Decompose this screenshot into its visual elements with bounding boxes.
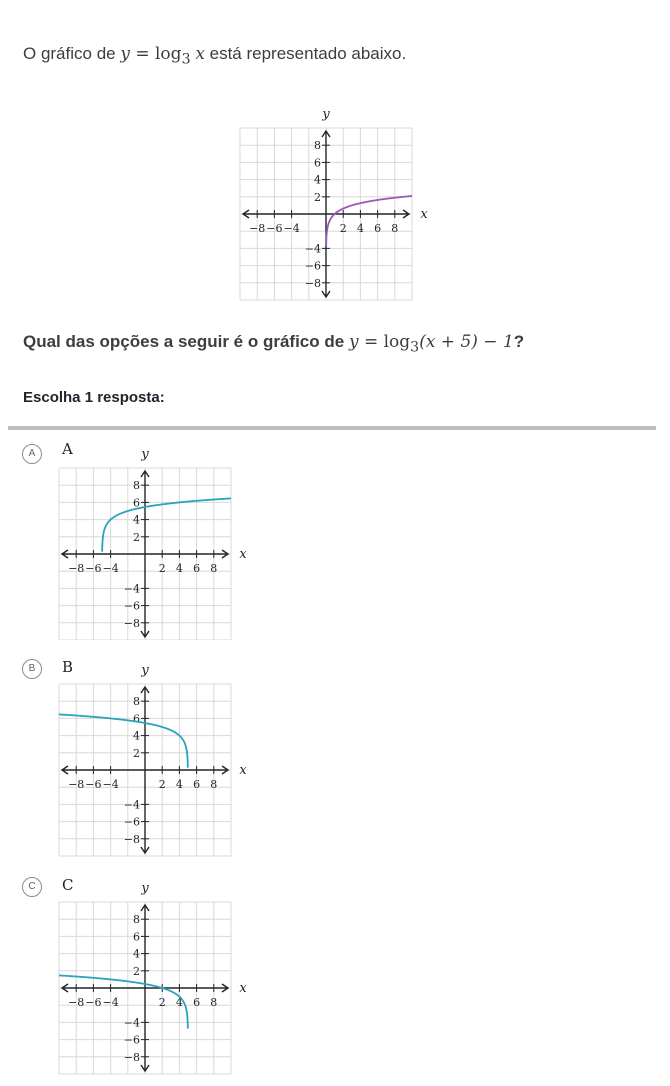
question-arg: (x + 5) − 1 bbox=[419, 332, 514, 352]
chart-c-y-tick-label: 2 bbox=[133, 964, 140, 978]
chart-c-y-axis-label: y bbox=[141, 881, 149, 896]
chart-b-x-axis-label: x bbox=[239, 763, 247, 778]
chart-main-y-axis-label: y bbox=[322, 107, 330, 122]
chart-b-y-tick-label: −6 bbox=[123, 815, 140, 829]
chart-b-y-tick-label: −4 bbox=[123, 798, 140, 812]
intro-y: y bbox=[120, 44, 130, 64]
intro-eq: = bbox=[129, 44, 155, 64]
chart-b-y-axis-label: y bbox=[141, 663, 149, 678]
chart-a-y-tick-label: 8 bbox=[133, 479, 140, 493]
question-base: 3 bbox=[410, 339, 420, 356]
chart-main-x-tick-label: 6 bbox=[374, 222, 382, 235]
chart-a-y-tick-label: 2 bbox=[133, 530, 140, 544]
choice-c-letter: C bbox=[62, 876, 74, 894]
chart-b-y-tick-label: 6 bbox=[133, 712, 140, 726]
intro-base: 3 bbox=[181, 51, 191, 68]
chart-a-x-tick-label: 6 bbox=[193, 562, 201, 575]
chart-b-x-tick-label: 4 bbox=[175, 778, 183, 791]
intro-suffix: está representado abaixo. bbox=[204, 44, 407, 63]
chart-a-y-tick-label: −8 bbox=[123, 616, 140, 630]
choice-b-graph bbox=[45, 658, 260, 858]
chart-b-x-tick-label: −8 bbox=[68, 778, 85, 791]
chart-b-y-tick-label: 2 bbox=[133, 746, 140, 760]
chart-main-x-tick-label: −8 bbox=[249, 222, 266, 235]
choice-a[interactable] bbox=[0, 440, 670, 640]
chart-b-y-tick-label: −8 bbox=[123, 832, 140, 846]
choice-a-graph bbox=[45, 442, 260, 640]
choice-b[interactable] bbox=[0, 658, 670, 858]
chart-c-y-tick-label: 8 bbox=[133, 913, 140, 927]
choice-c-graph bbox=[45, 876, 260, 1081]
chart-main-x-axis-label: x bbox=[420, 207, 428, 222]
chart-a-x-tick-label: −6 bbox=[85, 562, 102, 575]
chart-a-x-tick-label: 4 bbox=[175, 562, 183, 575]
chart-main-x-tick-label: −6 bbox=[266, 222, 283, 235]
chart-c-x-tick-label: 6 bbox=[193, 996, 201, 1009]
question-prefix: Qual das opções a seguir é o gráfico de bbox=[23, 332, 349, 351]
chart-a-curve bbox=[102, 498, 231, 551]
chart-main-y-tick-label: 6 bbox=[314, 156, 321, 170]
choice-c[interactable] bbox=[0, 876, 670, 1081]
chart-main-x-tick-label: 2 bbox=[339, 222, 347, 235]
chart-main-y-tick-label: 8 bbox=[314, 139, 321, 153]
chart-c-y-tick-label: 6 bbox=[133, 930, 140, 944]
question-eq: = bbox=[358, 332, 384, 352]
choice-a-letter: A bbox=[62, 440, 73, 458]
chart-c-y-tick-label: −8 bbox=[123, 1050, 140, 1064]
chart-b-x-tick-label: 6 bbox=[193, 778, 201, 791]
chart-c-x-tick-label: 4 bbox=[175, 996, 183, 1009]
divider bbox=[8, 426, 656, 430]
question-suffix: ? bbox=[513, 332, 525, 351]
chart-c-y-tick-label: 4 bbox=[133, 947, 140, 961]
chart-b-y-tick-label: 4 bbox=[133, 729, 140, 743]
chart-a-x-tick-label: −4 bbox=[102, 562, 119, 575]
chart-main-y-tick-label: −8 bbox=[304, 276, 321, 290]
chart-c-x-axis-label: x bbox=[239, 981, 247, 996]
choice-b-marker[interactable]: B bbox=[22, 659, 42, 679]
chart-main-y-tick-label: 4 bbox=[314, 173, 321, 187]
chart-c-x-tick-label: −4 bbox=[102, 996, 119, 1009]
main-graph bbox=[220, 100, 440, 305]
choose-label: Escolha 1 resposta: bbox=[23, 389, 165, 406]
chart-b-x-tick-label: −6 bbox=[85, 778, 102, 791]
chart-a-x-tick-label: 8 bbox=[210, 562, 218, 575]
chart-a-y-axis-label: y bbox=[141, 447, 149, 462]
chart-c-x-tick-label: −6 bbox=[85, 996, 102, 1009]
chart-c-x-tick-label: 8 bbox=[210, 996, 218, 1009]
chart-main-x-tick-label: 4 bbox=[356, 222, 364, 235]
choice-c-marker[interactable]: C bbox=[22, 877, 42, 897]
chart-b-x-tick-label: −4 bbox=[102, 778, 119, 791]
chart-main-y-tick-label: −4 bbox=[304, 242, 321, 256]
chart-c-x-tick-label: 2 bbox=[158, 996, 166, 1009]
chart-a-y-tick-label: −6 bbox=[123, 599, 140, 613]
chart-main-x-tick-label: −4 bbox=[283, 222, 300, 235]
chart-main-y-tick-label: 2 bbox=[314, 190, 321, 204]
chart-a-x-tick-label: −8 bbox=[68, 562, 85, 575]
chart-b-curve bbox=[59, 714, 188, 767]
intro-prefix: O gráfico de bbox=[23, 44, 121, 63]
question-log: log bbox=[383, 332, 411, 352]
chart-a-y-tick-label: 6 bbox=[133, 496, 140, 510]
intro-text bbox=[23, 44, 406, 67]
chart-main-x-tick-label: 8 bbox=[391, 222, 399, 235]
chart-main-y-tick-label: −6 bbox=[304, 259, 321, 273]
chart-b-y-tick-label: 8 bbox=[133, 695, 140, 709]
chart-b-x-tick-label: 8 bbox=[210, 778, 218, 791]
intro-x: x bbox=[195, 44, 205, 64]
chart-a-y-tick-label: 4 bbox=[133, 513, 140, 527]
chart-a-y-tick-label: −4 bbox=[123, 582, 140, 596]
chart-b-x-tick-label: 2 bbox=[158, 778, 166, 791]
chart-a-x-tick-label: 2 bbox=[158, 562, 166, 575]
chart-main-curve bbox=[326, 196, 412, 246]
choice-a-marker[interactable]: A bbox=[22, 444, 42, 464]
chart-a-x-axis-label: x bbox=[239, 547, 247, 562]
intro-log: log bbox=[155, 44, 182, 64]
chart-c-x-tick-label: −8 bbox=[68, 996, 85, 1009]
question-y: y bbox=[348, 332, 359, 352]
question-text bbox=[23, 332, 524, 355]
chart-c-y-tick-label: −4 bbox=[123, 1016, 140, 1030]
choice-b-letter: B bbox=[62, 658, 74, 676]
chart-c-y-tick-label: −6 bbox=[123, 1033, 140, 1047]
